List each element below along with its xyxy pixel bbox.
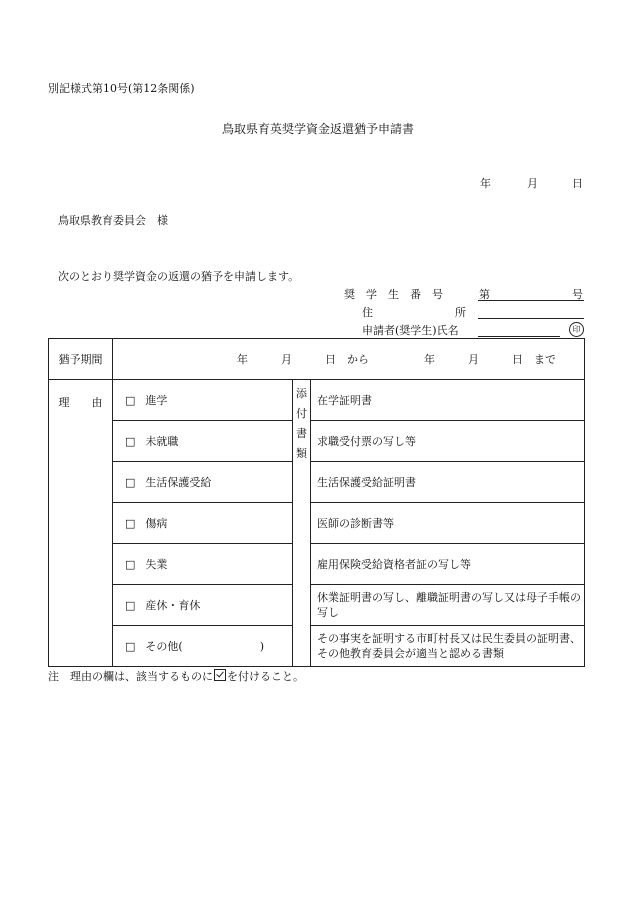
address-label-1: 住 [362, 306, 373, 319]
page-title: 鳥取県育英奨学資金返還猶予申請書 [222, 122, 415, 136]
document-text: 在学証明書 [311, 380, 585, 421]
footnote [48, 668, 304, 684]
note-prefix: 注 理由の欄は、該当するものに [48, 670, 213, 683]
scholar-number-field[interactable] [478, 300, 584, 301]
checkbox-icon[interactable]: □ [125, 640, 136, 653]
period-field[interactable]: 年 月 日 から 年 月 日 まで [113, 339, 585, 380]
application-table [48, 338, 585, 667]
number-prefix: 第 [479, 288, 490, 301]
checkmark-icon [214, 669, 226, 681]
date-month: 月 [527, 177, 538, 190]
reason-label-text: 産休・育休 [145, 599, 201, 612]
attachment-char: 付 [296, 407, 307, 420]
checkbox-icon[interactable]: □ [125, 558, 136, 571]
document-text: 雇用保険受給資格者証の写し等 [311, 544, 585, 585]
reason-label-text: 未就職 [145, 435, 179, 448]
attachment-char: 類 [296, 447, 307, 460]
reason-row [49, 503, 585, 544]
reason-option[interactable] [113, 585, 293, 626]
date-year: 年 [480, 177, 491, 190]
address-field[interactable] [478, 318, 584, 319]
checkbox-icon[interactable]: □ [125, 394, 136, 407]
document-text: その事実を証明する市町村長又は民生委員の証明書、その他教育委員会が適当と認める書類 [311, 626, 585, 667]
reason-row [49, 421, 585, 462]
document-text: 医師の診断書等 [311, 503, 585, 544]
attachment-char: 添 [296, 387, 307, 400]
reason-option[interactable] [113, 626, 293, 667]
attachment-label [293, 380, 311, 667]
attachment-char: 書 [296, 427, 307, 440]
reason-row [49, 626, 585, 667]
reason-label-text: 失業 [145, 558, 168, 571]
address-label-2: 所 [455, 306, 466, 319]
reason-label-text: 生活保護受給 [145, 476, 212, 489]
reason-option[interactable] [113, 421, 293, 462]
reason-label-text: 進学 [145, 394, 168, 407]
seal-mark: 印 [569, 322, 584, 337]
period-row [49, 339, 585, 380]
reason-option[interactable] [113, 503, 293, 544]
checkbox-icon[interactable]: □ [125, 435, 136, 448]
reason-row [49, 544, 585, 585]
reason-row [49, 585, 585, 626]
checkbox-icon[interactable]: □ [125, 599, 136, 612]
reason-option[interactable] [113, 544, 293, 585]
form-number: 別記様式第10号(第12条関係) [48, 82, 195, 95]
document-text: 求職受付票の写し等 [311, 421, 585, 462]
document-text: 休業証明書の写し、離職証明書の写し又は母子手帳の写し [311, 585, 585, 626]
name-label: 申請者(奨学生)氏名 [362, 324, 459, 337]
reason-label-text: その他( ) [145, 640, 264, 653]
number-suffix: 号 [572, 288, 583, 301]
checkbox-icon[interactable]: □ [125, 517, 136, 530]
scholar-number-label: 奨 学 生 番 号 [344, 288, 443, 301]
checkbox-icon[interactable]: □ [125, 476, 136, 489]
reason-row [49, 380, 585, 421]
reason-option[interactable] [113, 380, 293, 421]
reason-label: 理 由 [49, 380, 113, 667]
name-field[interactable] [478, 336, 560, 337]
period-label: 猶予期間 [49, 339, 113, 380]
note-suffix: を付けること。 [227, 670, 304, 683]
document-text: 生活保護受給証明書 [311, 462, 585, 503]
reason-row [49, 462, 585, 503]
date-day: 日 [572, 177, 583, 190]
reason-option[interactable] [113, 462, 293, 503]
addressee: 鳥取県教育委員会 様 [58, 214, 168, 227]
intro-text: 次のとおり奨学資金の返還の猶予を申請します。 [58, 270, 300, 283]
reason-label-text: 傷病 [145, 517, 168, 530]
